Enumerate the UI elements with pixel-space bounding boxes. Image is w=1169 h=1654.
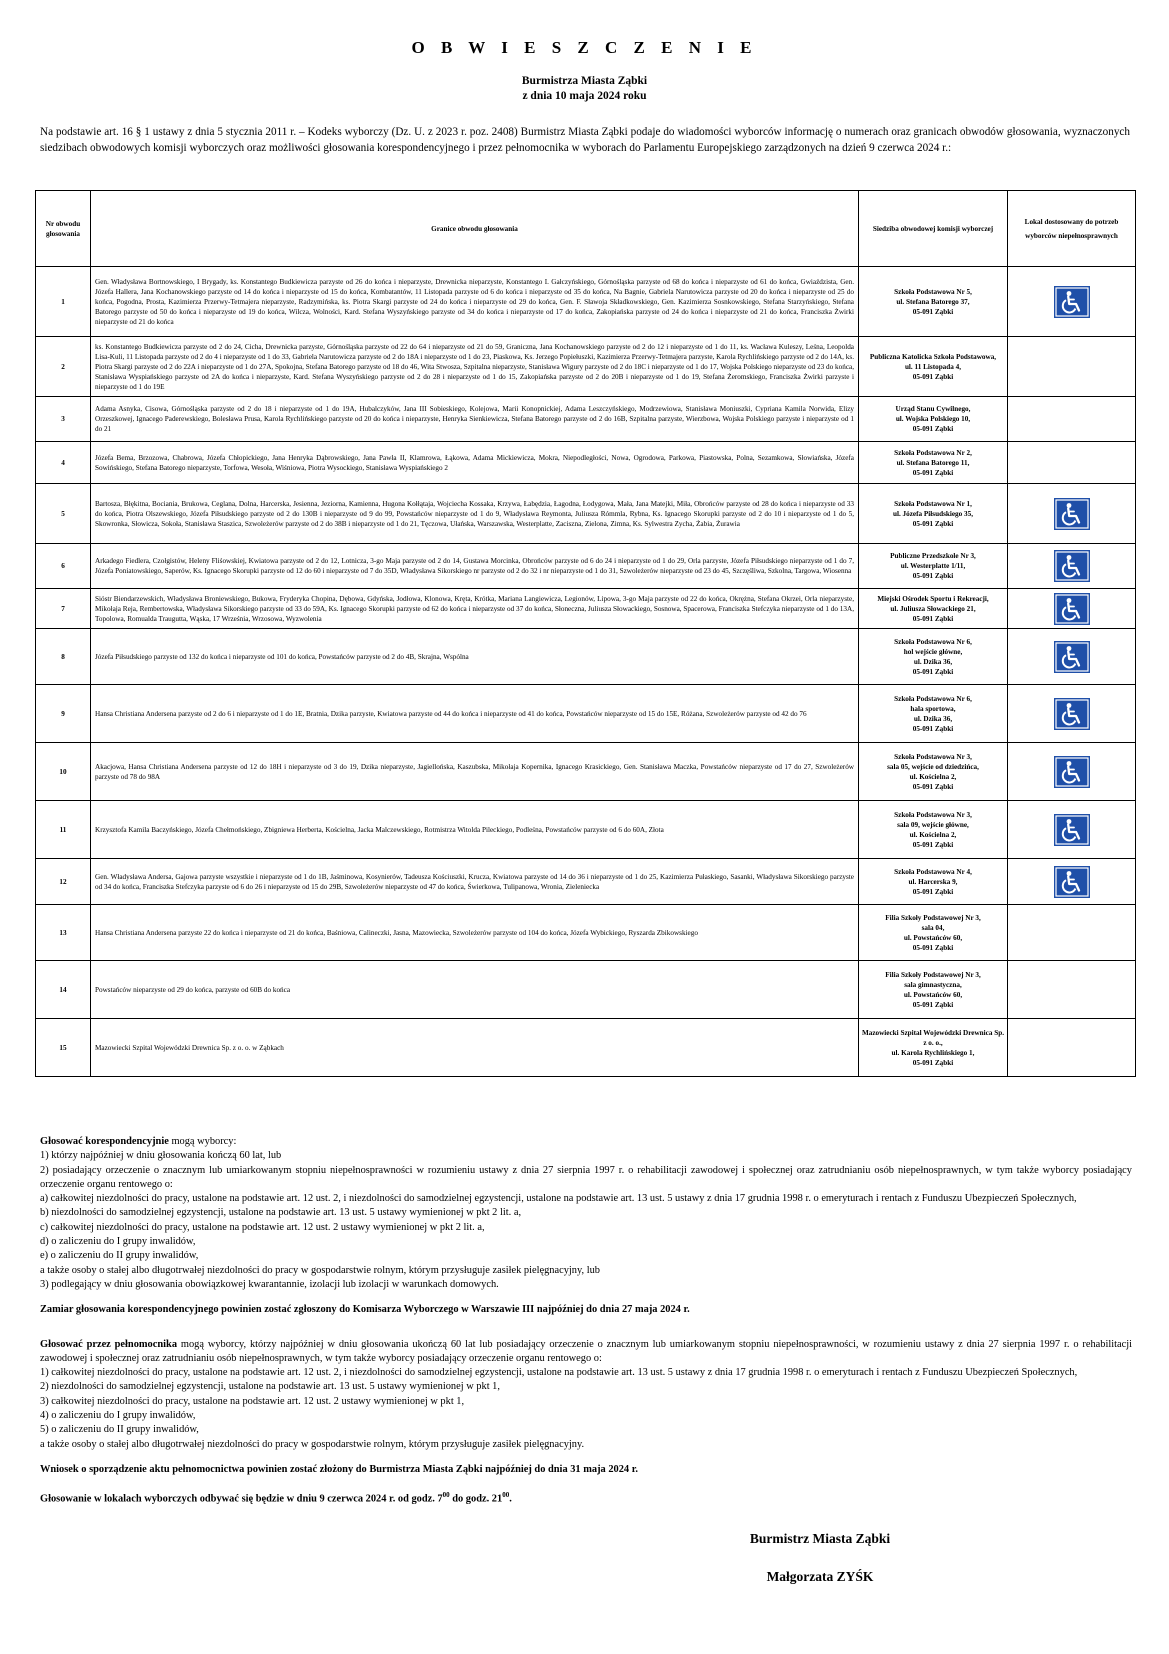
district-number: 11 <box>36 801 91 859</box>
seat-address-line: 05-091 Ząbki <box>912 887 954 896</box>
district-row <box>36 267 1136 337</box>
seat-address-line: ul. Wojska Polskiego 10, <box>895 415 971 423</box>
document-subtitle <box>0 74 1169 104</box>
district-row <box>36 397 1136 442</box>
proxy-lead: Głosować przez pełnomocnika <box>40 1338 178 1350</box>
commission-seat <box>859 1019 1008 1077</box>
header-accessibility: Lokal dostosowany do potrzeb wyborców niepełnosprawnych <box>1008 191 1136 267</box>
commission-seat <box>859 905 1008 961</box>
district-number: 13 <box>36 905 91 961</box>
header-district-number: Nr obwodu głosowania <box>36 191 91 267</box>
district-row <box>36 337 1136 397</box>
correspondence-lead-rest: mogą wyborcy: <box>168 1136 237 1147</box>
seat-address-line: 05-091 Ząbki <box>912 519 954 528</box>
district-number: 4 <box>36 442 91 484</box>
district-bounds: Krzysztofa Kamila Baczyńskiego, Józefa Chełmońskiego, Zbigniewa Herberta, Kościelna, Jacka Malczewskiego, Rotmistrza Witolda Pileckiego, Podleśna, Powstańców parzyste od 6 do 60A, Złota <box>91 801 859 859</box>
accessibility-cell <box>1008 484 1136 544</box>
signature-office: Burmistrz Miasta Ząbki <box>749 1531 891 1546</box>
district-row <box>36 442 1136 484</box>
table-header-row <box>36 191 1136 267</box>
accessibility-cell <box>1008 442 1136 484</box>
seat-address-line: 05-091 Ząbki <box>912 1058 954 1067</box>
proxy-item: 2) niezdolności do samodzielnej egzystencji, ustalone na podstawie art. 13 ust. 5 ustawy wymienionej w pkt 1, <box>40 1381 500 1393</box>
commission-seat <box>859 337 1008 397</box>
seat-address-line: Szkoła Podstawowa Nr 5, <box>894 287 972 296</box>
accessibility-cell <box>1008 1019 1136 1077</box>
seat-address-line: Szkoła Podstawowa Nr 4, <box>894 867 972 876</box>
voting-info <box>40 1135 1132 1507</box>
accessibility-cell <box>1008 544 1136 589</box>
seat-address-line: Mazowiecki Szpital Wojewódzki Drewnica Sp. z o. o., <box>861 1028 1005 1047</box>
seat-address-line: hol wejście główne, <box>903 647 963 656</box>
wheelchair-icon <box>1054 550 1090 582</box>
correspondence-item: e) o zaliczeniu do II grupy inwalidów, <box>40 1250 199 1262</box>
seat-address-line: ul. Powstańców 60, <box>903 933 963 942</box>
seat-address-line: hala sportowa, <box>910 704 956 713</box>
correspondence-intro <box>40 1135 1132 1149</box>
seat-address-line: 05-091 Ząbki <box>912 1000 954 1009</box>
commission-seat <box>859 629 1008 685</box>
accessibility-cell <box>1008 685 1136 743</box>
district-bounds: Adama Asnyka, Cisowa, Górnośląska parzyste od 2 do 18 i nieparzyste od 1 do 19A, Hubalczyków, Jana III Sobieskiego, Kolejowa, Marii Konopnickiej, Adama Leszczyńskiego, Modrzewiowa, Stanisława Moniuszki, Cypriana Kamila Norwida, Elizy Orzeszkowej, Ignacego Paderewskiego, Bolesława Prusa, Karola Rychlińskiego parzyste od 20 do końca i nieparzyste, Henryka Sienkiewicza, Stefana Batorego parzyste od 2 do 16B, Szpitalna parzyste, Wierzbowa, Wojska Polskiego parzyste i nieparzyste od 1 do 21 <box>91 397 859 442</box>
seat-address-line: ul. Harcerska 9, <box>908 877 958 886</box>
district-bounds: ks. Konstantego Budkiewicza parzyste od 2 do 24, Cicha, Drewnicka parzyste, Górnośląska parzyste od 22 do 64 i nieparzyste od 21 do 59, Graniczna, Jana Kochanowskiego parzyste od 2 do 12 i nieparzyste od 1 do 11, ks. Wacława Kuleszy, Leśna, Leopolda Lisa-Kuli, 11 Listopada parzyste od 2 do 4 i nieparzyste od 1 do 33, Gabriela Narutowicza parzyste od 2 do 18A i nieparzyste od 1 do 23, Piaskowa, Ks. Jerzego Popiełuszki, Kazimierza Przerwy-Tetmajera parzyste, Karola Rychlińskiego parzyste od 2 do 14A, ks. Piotra Skargi parzyste od 2 do 22A i nieparzyste od 1 do 27A, Spokojna, Stefana Batorego parzyste od 18 do 46, Wita Stwosza, Szpitalna nieparzyste, Stanisława Wigury parzyste od 2 do 18C i nieparzyste od 1 do 17, Wojska Polskiego nieparzyste od 23 do końca, Stanisława Wyspiańskiego parzyste od 2A do końca i nieparzyste, Kard. Stefana Wyszyńskiego parzyste od 2 do 28 i nieparzyste od 1 do 15, Zakopiańska parzyste od 2 do 20B i nieparzyste od 1 do 19, Stefana Żeromskiego, Franciszka Żwirki parzyste i nieparzyste od 1 do 19E <box>91 337 859 397</box>
wheelchair-icon <box>1054 756 1090 788</box>
commission-seat <box>859 544 1008 589</box>
district-row <box>36 1019 1136 1077</box>
voting-hours-period: . <box>509 1493 512 1505</box>
proxy-item: 1) całkowitej niezdolności do pracy, ustalone na podstawie art. 12 ust. 2, i niezdolności do samodzielnej egzystencji, ustalone na podstawie art. 13 ust. 5 ustawy z dnia 17 grudnia 1998 r. o emeryturach i rentach z Funduszu Ubezpieczeń Społecznych, <box>40 1367 1078 1379</box>
header-district-bounds: Granice obwodu głosowania <box>91 191 859 267</box>
seat-address-line: ul. Stefana Batorego 37, <box>896 297 970 306</box>
commission-seat <box>859 484 1008 544</box>
seat-address-line: 05-091 Ząbki <box>912 372 954 381</box>
seat-address-line: ul. Dzika 36, <box>913 657 953 666</box>
district-number: 15 <box>36 1019 91 1077</box>
correspondence-item: 2) posiadający orzeczenie o znacznym lub umiarkowanym stopniu niepełnosprawności w rozumieniu ustawy z dnia 27 sierpnia 1997 r. o rehabilitacji zawodowej i społecznej oraz zatrudnianiu osób niepełnosprawnych, w tym także wyborcy posiadający orzeczenie organu rentowego o: <box>40 1164 1132 1190</box>
seat-address-line: Filia Szkoły Podstawowej Nr 3, <box>885 970 981 979</box>
seat-address-line: Szkoła Podstawowa Nr 2, <box>894 448 972 457</box>
commission-seat <box>859 859 1008 905</box>
seat-address-line: ul. Westerplatte 1/11, <box>900 562 966 570</box>
seat-address-line: ul. Józefa Piłsudskiego 35, <box>892 509 974 518</box>
commission-seat <box>859 442 1008 484</box>
seat-address-line: 05-091 Ząbki <box>912 307 954 316</box>
district-number: 3 <box>36 397 91 442</box>
seat-address-line: 05-091 Ząbki <box>912 572 954 580</box>
correspondence-item: 3) podlegający w dniu głosowania obowiązkowej kwarantannie, izolacji lub izolacji w warunkach domowych. <box>40 1278 499 1290</box>
seat-address-line: Szkoła Podstawowa Nr 6, <box>894 694 972 703</box>
district-bounds: Gen. Władysława Andersa, Gajowa parzyste wszystkie i nieparzyste od 1 do 1B, Jaśminowa, Kosynierów, Tadeusza Kościuszki, Krucza, Kwiatowa parzyste od 14 do 36 i nieparzyste od 1 do 25, Kazimierza Pułaskiego, Sasanki, Władysława Sikorskiego parzyste od 34 do końca, Franciszka Stefczyka parzyste od 6 do 26 i nieparzyste od 15 do 29B, Szwoleżerów nieparzyste od 47 do końca, Świerkowa, Tulipanowa, Wronia, Zielenieckа <box>91 859 859 905</box>
accessibility-cell <box>1008 337 1136 397</box>
document-title: O B W I E S Z C Z E N I E <box>411 38 758 57</box>
proxy-item: 3) całkowitej niezdolności do pracy, ustalone na podstawie art. 12 ust. 2 ustawy wymienionej w pkt 1, <box>40 1395 465 1407</box>
seat-address-line: ul. Kościelna 2, <box>909 772 957 781</box>
district-row <box>36 859 1136 905</box>
district-bounds: Józefa Piłsudskiego parzyste od 132 do końca i nieparzyste od 101 do końca, Powstańców parzyste od 2 do 4B, Skrajna, Wspólna <box>91 629 859 685</box>
correspondence-item: d) o zaliczeniu do I grupy inwalidów, <box>40 1236 196 1248</box>
seat-address-line: 05-091 Ząbki <box>912 425 954 433</box>
district-row <box>36 905 1136 961</box>
proxy-item: 5) o zaliczeniu do II grupy inwalidów, <box>40 1424 199 1436</box>
seat-address-line: Szkoła Podstawowa Nr 6, <box>894 637 972 646</box>
voting-districts-table <box>35 190 1136 1077</box>
seat-address-line: Filia Szkoły Podstawowej Nr 3, <box>885 913 981 922</box>
voting-hours <box>40 1488 1132 1507</box>
district-bounds: Powstańców nieparzyste od 29 do końca, parzyste od 60B do końca <box>91 961 859 1019</box>
seat-address-line: Szkoła Podstawowa Nr 3, <box>894 810 972 819</box>
correspondence-item: a) całkowitej niezdolności do pracy, ustalone na podstawie art. 12 ust. 2, i niezdolności do samodzielnej egzystencji, ustalone na podstawie art. 13 ust. 5 ustawy z dnia 17 grudnia 1998 r. o emeryturach i rentach z Funduszu Ubezpieczeń Społecznych, <box>40 1193 1077 1205</box>
proxy-intro <box>40 1338 1132 1367</box>
header-commission-seat: Siedziba obwodowej komisji wyborczej <box>859 191 1008 267</box>
seat-address-line: 05-091 Ząbki <box>912 614 954 623</box>
commission-seat <box>859 685 1008 743</box>
commission-seat <box>859 801 1008 859</box>
district-row <box>36 629 1136 685</box>
district-number: 9 <box>36 685 91 743</box>
accessibility-cell <box>1008 961 1136 1019</box>
seat-address-line: 05-091 Ząbki <box>912 943 954 952</box>
seat-address-line: sala 09, wejście główne, <box>897 820 969 829</box>
district-bounds: Gen. Władysława Bortnowskiego, I Brygady, ks. Konstantego Budkiewicza parzyste od 26 do końca i nieparzyste, Drewnicka nieparzyste, Konstantego I. Gałczyńskiego, Górnośląska parzyste od 68 do końca i nieparzyste od 61 do końca, Gwiaździsta, Gen. Józefa Hallera, Jana Kochanowskiego parzyste od 14 do końca i nieparzyste od 15 do końca, Kombatantów, 11 Listopada parzyste od 6 do końca i nieparzyste od 35 do końca, Na Bagnie, Gabriela Narutowicza parzyste od 20 do końca i nieparzyste od 25 do końca, Pogodna, Prosta, Kazimierza Przerwy-Tetmajera nieparzyste, Radzymińska, ks. Piotra Skargi parzyste od 24 do końca i nieparzyste od 29 do końca, Gen. F. Sławoja Składkowskiego, Gen. Kazimierza Sosnkowskiego, Stefana Starzyńskiego, Stefana Batorego parzyste od 50 do końca i nieparzyste od 19 do końca, Wilcza, Wolności, Kard. Stefana Wyszyńskiego parzyste od 34 do końca i nieparzyste od 17 do końca, Zakopiańska parzyste od 24 do końca i nieparzyste od 21 do końca, Franciszka Żwirki nieparzyste od 21 do końca <box>91 267 859 337</box>
district-number: 10 <box>36 743 91 801</box>
district-bounds: Arkadego Fiedlera, Czołgistów, Heleny Fliśowskiej, Kwiatowa parzyste od 2 do 12, Lotnicza, 3-go Maja parzyste od 2 do 14, Gustawa Morcinka, Obrońców parzyste od 6 do 24 i nieparzyste od 1 do 29, Orla parzyste, Józefa Piłsudskiego nieparzyste od 1 do 7, Józefa Poniatowskiego, Saperów, Ks. Ignacego Skorupki parzyste od 12 do 60 i nieparzyste od 7 do 35D, Władysława Sikorskiego nr parzyste od 2 do 32 i nr nieparzyste od 1 do 31, Szwoleżerów nieparzyste od 23 do 45, Szczęśliwa, Szkolna, Targowa, Wiosenna <box>91 544 859 589</box>
district-number: 12 <box>36 859 91 905</box>
seat-address-line: 05-091 Ząbki <box>912 782 954 791</box>
district-bounds: Sióstr Biendarzewskich, Władysława Broniewskiego, Bukowa, Fryderyka Chopina, Dębowa, Gdyńska, Jodłowa, Klonowa, Kręta, Krótka, Mariana Langiewicza, Legionów, Lipowa, 3-go Maja parzyste od 22 do końca, Okrężna, Stefana Okrzei, Orla nieparzyste, Mikołaja Reja, Rembertowska, Władysława Sikorskiego parzyste od 33 do 59A, Ks. Ignacego Skorupki parzyste od 62 do końca i nieparzyste od 37 do końca, Słoneczna, Juliusza Słowackiego, Sosnowa, Spacerowa, Franciszka Stefczyka nieparzyste od 1 do 13A, Topolowa, Romualda Traugutta, Wąska, 17 Września, Wrzosowa, Wyzwolenia <box>91 589 859 629</box>
seat-address-line: ul. Powstańców 60, <box>903 990 963 999</box>
accessibility-cell <box>1008 589 1136 629</box>
wheelchair-icon <box>1054 593 1090 625</box>
district-row <box>36 589 1136 629</box>
table-body <box>36 267 1136 1077</box>
seat-address-line: Urząd Stanu Cywilnego, <box>895 405 971 413</box>
correspondence-item: a także osoby o stałej albo długotrwałej niezdolności do pracy w gospodarstwie rolnym, którym przysługuje zasiłek pielęgnacyjny, lub <box>40 1264 600 1276</box>
accessibility-cell <box>1008 801 1136 859</box>
district-number: 7 <box>36 589 91 629</box>
voting-hours-end: do godz. 21 <box>449 1493 503 1505</box>
seat-address-line: sala 05, wejście od dziedzińca, <box>887 762 979 771</box>
district-number: 1 <box>36 267 91 337</box>
intro-paragraph: Na podstawie art. 16 § 1 ustawy z dnia 5 stycznia 2011 r. – Kodeks wyborczy (Dz. U. z 2023 r. poz. 2408) Burmistrz Miasta Ząbki podaje do wiadomości wyborców informację o numerach oraz granicach obwodów głosowania, wyznaczonych siedzibach obwodowych komisji wyborczych oraz możliwości głosowania korespondencyjnego i przez pełnomocnika w wyborach do Parlamentu Europejskiego zarządzonych na dzień 9 czerwca 2024 r.: <box>40 126 1130 154</box>
accessibility-cell <box>1008 905 1136 961</box>
seat-address-line: ul. Karola Rychlińskiego 1, <box>891 1048 975 1057</box>
wheelchair-icon <box>1054 286 1090 318</box>
district-bounds: Hansa Christiana Andersena parzyste od 2 do 6 i nieparzyste od 1 do 1E, Bratnia, Dzika parzyste, Kwiatowa parzyste od 44 do końca i nieparzyste od 41 do końca, Powstańców nieparzyste od 15 do 15E, Różana, Szwoleżerów parzyste od 42 do 76 <box>91 685 859 743</box>
seat-address-line: ul. Juliusza Słowackiego 21, <box>890 604 976 613</box>
seat-address-line: Miejski Ośrodek Sportu i Rekreacji, <box>877 594 989 603</box>
correspondence-item: c) całkowitej niezdolności do pracy, ustalone na podstawie art. 12 ust. 2 ustawy wymienionej w pkt 2 lit. a, <box>40 1221 485 1233</box>
correspondence-lead: Głosować korespondencyjnie <box>40 1136 169 1147</box>
commission-seat <box>859 397 1008 442</box>
wheelchair-icon <box>1054 866 1090 898</box>
signature-name: Małgorzata ZYŚK <box>766 1569 874 1584</box>
seat-address-line: Publiczna Katolicka Szkoła Podstawowa, <box>869 352 997 361</box>
proxy-item: a także osoby o stałej albo długotrwałej niezdolności do pracy w gospodarstwie rolnym, którym przysługuje zasiłek pielęgnacyjny. <box>40 1438 585 1450</box>
district-bounds: Akacjowa, Hansa Christiana Andersena parzyste od 12 do 18H i nieparzyste od 3 do 19, Dzika nieparzyste, Jagiellońska, Kaszubska, Mikołaja Kopernika, Ignacego Krasickiego, Gen. Stanisława Maczka, Powstańców nieparzyste od 17 do 27, Szwoleżerów parzyste od 78 do 98A <box>91 743 859 801</box>
accessibility-cell <box>1008 629 1136 685</box>
accessibility-cell <box>1008 859 1136 905</box>
district-number: 8 <box>36 629 91 685</box>
seat-address-line: sala 04, <box>921 923 945 932</box>
wheelchair-icon <box>1054 698 1090 730</box>
seat-address-line: 05-091 Ząbki <box>912 667 954 676</box>
district-bounds: Józefa Bema, Brzozowa, Chabrowa, Józefa Chłopickiego, Jana Henryka Dąbrowskiego, Jana Pawła II, Klamrowa, Łąkowa, Adama Mickiewicza, Mokra, Niepodległości, Nowa, Ogrodowa, Parkowa, Piastowska, Polna, Sezamkowa, Słowiańska, Józefa Sowińskiego, Stefana Batorego nieparzyste, Torfowa, Wesoła, Wiśniowa, Piotra Wysockiego, Stanisława Wyspiańskiego 2 <box>91 442 859 484</box>
voting-hours-start: Głosowanie w lokalach wyborczych odbywać się będzie w dniu 9 czerwca 2024 r. od godz. 7 <box>40 1493 443 1505</box>
correspondence-item: 1) którzy najpóźniej w dniu głosowania kończą 60 lat, lub <box>40 1150 282 1162</box>
commission-seat <box>859 743 1008 801</box>
district-row <box>36 961 1136 1019</box>
seat-address-line: 05-091 Ząbki <box>912 468 954 477</box>
voting-hours-start-minutes: 00 <box>442 1491 450 1500</box>
seat-address-line: sala gimnastyczna, <box>904 980 962 989</box>
seat-address-line: ul. Dzika 36, <box>913 714 953 723</box>
commission-seat <box>859 961 1008 1019</box>
seat-address-line: ul. Stefana Batorego 11, <box>896 458 970 467</box>
district-number: 5 <box>36 484 91 544</box>
seat-address-line: 05-091 Ząbki <box>912 724 954 733</box>
district-row <box>36 801 1136 859</box>
seat-address-line: Szkoła Podstawowa Nr 1, <box>894 499 972 508</box>
seat-address-line: ul. Kościelna 2, <box>909 830 957 839</box>
wheelchair-icon <box>1054 498 1090 530</box>
seat-address-line: ul. 11 Listopada 4, <box>904 362 962 371</box>
correspondence-item: b) niezdolności do samodzielnej egzystencji, ustalone na podstawie art. 13 ust. 5 ustawy wymienionej w pkt 2 lit. a, <box>40 1207 522 1219</box>
accessibility-cell <box>1008 267 1136 337</box>
wheelchair-icon <box>1054 641 1090 673</box>
district-bounds: Bartosza, Błękitna, Bociania, Brukowa, Ceglana, Dolna, Harcerska, Jesienna, Jeziorna, Kamienna, Hugona Kołłątaja, Wojciecha Kossaka, Krzywa, Łabędzia, Łagodna, Łodygowa, Mała, Jana Matejki, Miła, Obrońców parzyste od 28 do końca i nieparzyste od 33 do końca, Piotra Olszewskiego, Józefa Piłsudskiego parzyste od 2 do 130B i nieparzyste od 9 do 99, Powstańców nieparzyste od 1 do 9, Władysława Reymonta, Juliusza Rómmla, Rybna, Ks. Ignacego Skorupki parzyste od 2 do 10 i nieparzyste od 1 do 5, Skowronka, Słowicza, Sokoła, Stanisława Staszica, Szwoleżerów parzyste od 2 do 38B i nieparzyste od 1 do 21, Tęczowa, Ułańska, Warszawska, Westerplatte, Zaciszna, Zielona, Zimna, Ks. Sylwestra Zycha, Żabia, Żurawia <box>91 484 859 544</box>
seat-address-line: Szkoła Podstawowa Nr 3, <box>894 752 972 761</box>
proxy-lead-rest: mogą wyborcy, którzy najpóźniej w dniu głosowania ukończą 60 lat lub posiadający orzeczenie o znacznym lub umiarkowanym stopniu niepełnosprawności, w rozumieniu ustawy z dnia 27 sierpnia 1997 r. o rehabilitacji zawodowej i społecznej oraz zatrudnianiu osób niepełnosprawnych, w tym także wyborcy posiadający orzeczenie organu rentowego o: <box>40 1338 1132 1364</box>
district-number: 6 <box>36 544 91 589</box>
commission-seat <box>859 589 1008 629</box>
district-row <box>36 685 1136 743</box>
proxy-deadline: Wniosek o sporządzenie aktu pełnomocnictwa powinien zostać złożony do Burmistrza Miasta Ząbki najpóźniej do dnia 31 maja 2024 r. <box>40 1463 638 1475</box>
commission-seat <box>859 267 1008 337</box>
correspondence-deadline: Zamiar głosowania korespondencyjnego powinien zostać zgłoszony do Komisarza Wyborczego w Warszawie III najpóźniej do dnia 27 maja 2024 r. <box>40 1304 690 1316</box>
wheelchair-icon <box>1054 814 1090 846</box>
district-row <box>36 743 1136 801</box>
seat-address-line: Publiczne Przedszkole Nr 3, <box>890 552 976 560</box>
proxy-item: 4) o zaliczeniu do I grupy inwalidów, <box>40 1410 196 1422</box>
district-bounds: Mazowiecki Szpital Wojewódzki Drewnica Sp. z o. o. w Ząbkach <box>91 1019 859 1077</box>
district-bounds: Hansa Christiana Andersena parzyste 22 do końca i nieparzyste od 21 do końca, Baśniowa, Calineczki, Jasna, Mazowiecka, Szwoleżerów parzyste od 104 do końca, Józefa Wybickiego, Ryszarda Zbikowskiego <box>91 905 859 961</box>
accessibility-cell <box>1008 397 1136 442</box>
district-row <box>36 544 1136 589</box>
issue-date: z dnia 10 maja 2024 roku <box>522 90 647 102</box>
district-number: 2 <box>36 337 91 397</box>
voting-hours-end-minutes: 00 <box>502 1491 510 1500</box>
district-row <box>36 484 1136 544</box>
accessibility-cell <box>1008 743 1136 801</box>
issuing-authority: Burmistrza Miasta Ząbki <box>521 75 648 87</box>
seat-address-line: 05-091 Ząbki <box>912 840 954 849</box>
district-number: 14 <box>36 961 91 1019</box>
